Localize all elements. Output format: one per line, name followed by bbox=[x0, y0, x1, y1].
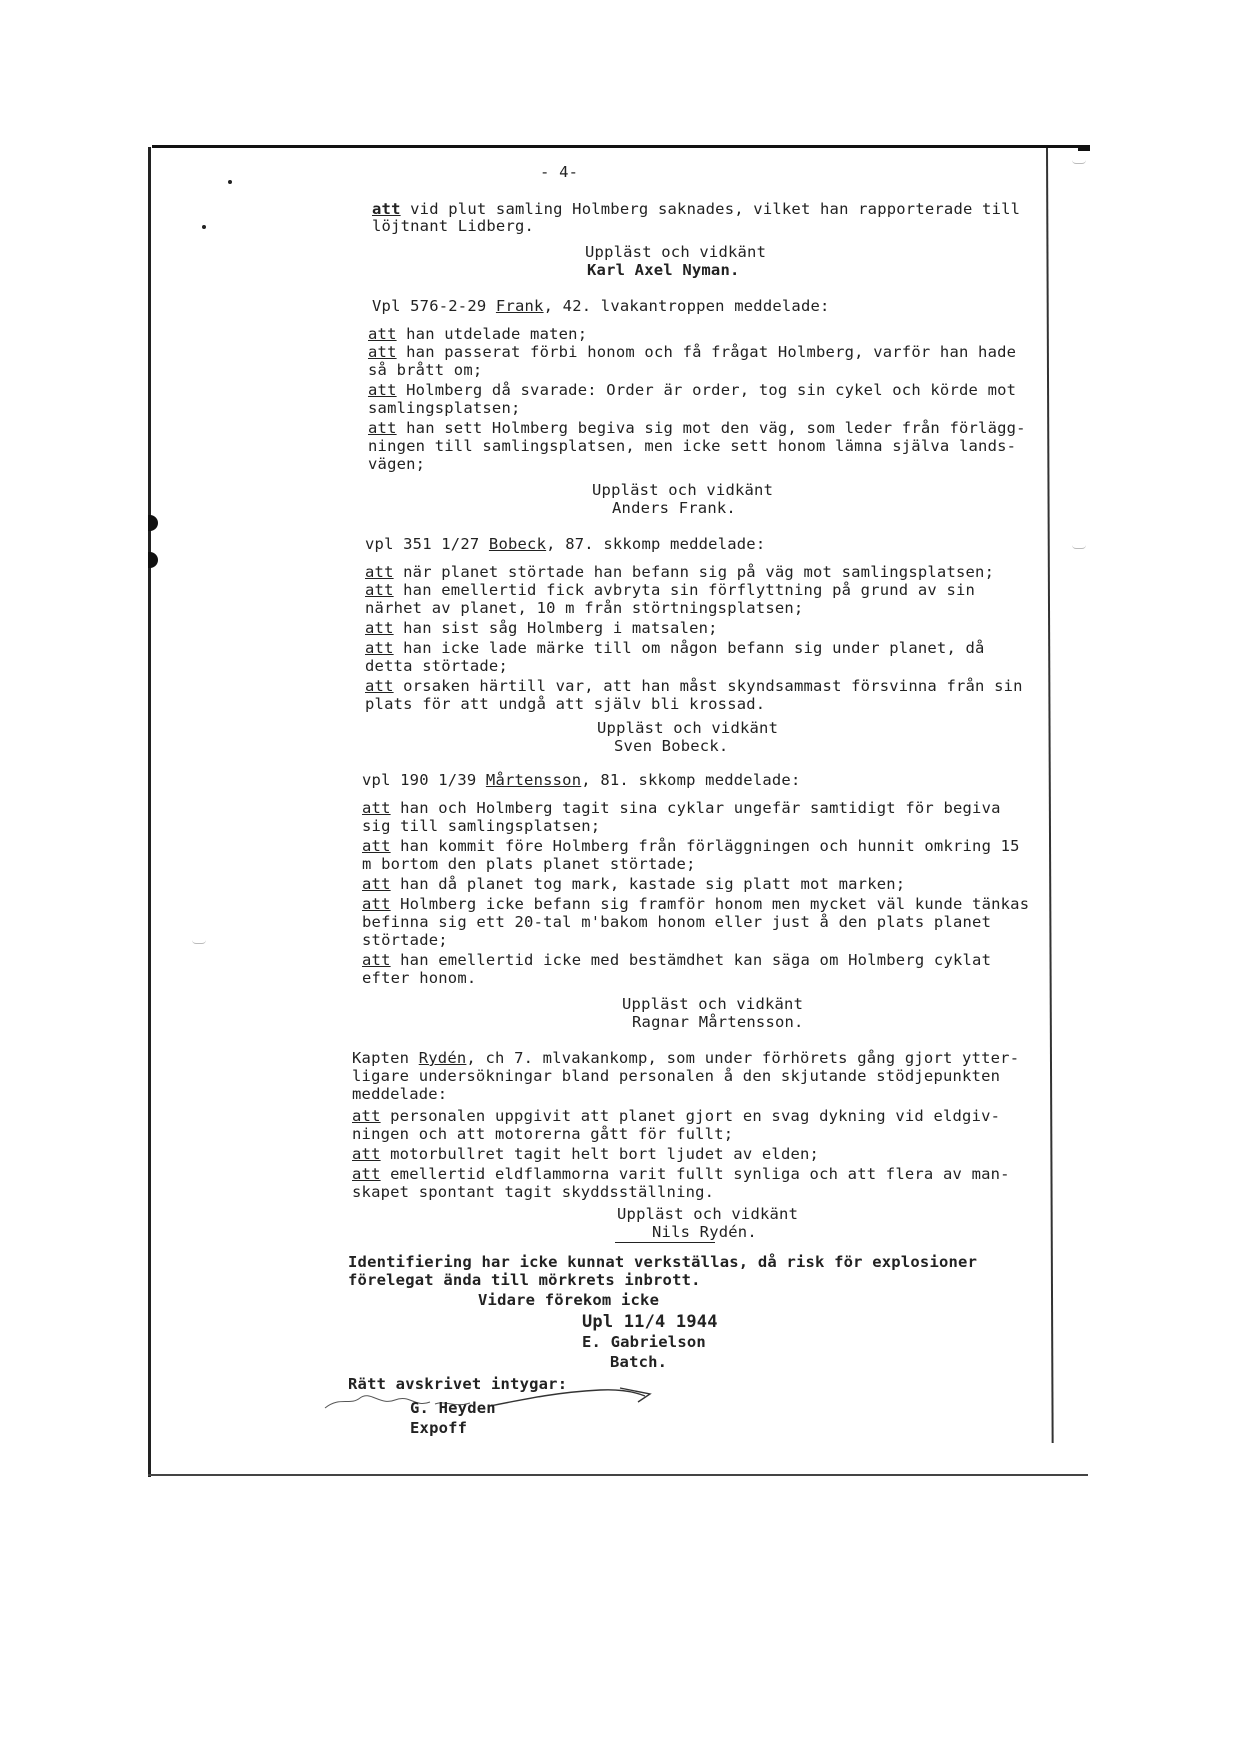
text-line: att han kommit före Holmberg från förläggningen och hunnit omkring 15 bbox=[362, 837, 1020, 855]
witness-name: Nils Rydén. bbox=[652, 1223, 757, 1241]
text-line: förelegat ända till mörkrets inbrott. bbox=[348, 1271, 701, 1289]
text-line: Identifiering har icke kunnat verkställas, då risk för explosioner bbox=[348, 1253, 978, 1271]
text-line: att Holmberg då svarade: Order är order, tog sin cykel och körde mot bbox=[368, 381, 1017, 399]
read-approved: Uppläst och vidkänt bbox=[585, 243, 767, 261]
text-line: m bortom den plats planet störtade; bbox=[362, 855, 696, 873]
margin-mark bbox=[1072, 160, 1086, 164]
text-line: samlingsplatsen; bbox=[368, 399, 521, 417]
divider-line bbox=[615, 1242, 715, 1243]
read-approved: Uppläst och vidkänt bbox=[622, 995, 804, 1013]
certifier-name: G. Heyden bbox=[410, 1399, 496, 1417]
certifier-title: Expoff bbox=[410, 1419, 468, 1437]
page-border-right bbox=[1046, 148, 1054, 1443]
page-border-bottom bbox=[148, 1474, 1088, 1476]
punch-hole bbox=[148, 515, 158, 531]
text-line: meddelade: bbox=[352, 1085, 448, 1103]
text-line: att han emellertid icke med bestämdhet kan säga om Holmberg cyklat bbox=[362, 951, 992, 969]
text-line: skapet spontant tagit skyddsställning. bbox=[352, 1183, 715, 1201]
handwritten-signature bbox=[320, 1378, 680, 1414]
margin-mark bbox=[192, 940, 206, 944]
punch-hole bbox=[148, 552, 158, 568]
text-line: att personalen uppgivit att planet gjort en svag dykning vid eldgiv- bbox=[352, 1107, 1001, 1125]
text-line: ningen till samlingsplatsen, men icke sett honom lämna själva lands- bbox=[368, 437, 1017, 455]
page-border-top bbox=[152, 145, 1082, 148]
signatory-name: E. Gabrielson bbox=[582, 1333, 706, 1351]
page-border-left bbox=[148, 147, 151, 1477]
text-line: att orsaken härtill var, att han måst skyndsammast försvinna från sin bbox=[365, 677, 1023, 695]
text-line: att när planet störtade han befann sig på väg mot samlingsplatsen; bbox=[365, 563, 995, 581]
text-line: Vidare förekom icke bbox=[478, 1291, 660, 1309]
text-line: att han utdelade maten; bbox=[368, 325, 588, 343]
signatory-title: Batch. bbox=[610, 1353, 668, 1371]
witness-name: Sven Bobeck. bbox=[614, 737, 729, 755]
read-approved: Uppläst och vidkänt bbox=[592, 481, 774, 499]
text-line: att han och Holmberg tagit sina cyklar ungefär samtidigt för begiva bbox=[362, 799, 1001, 817]
text-line: att emellertid eldflammorna varit fullt synliga och att flera av man- bbox=[352, 1165, 1010, 1183]
witness-name: Anders Frank. bbox=[612, 499, 736, 517]
text-line: att han sett Holmberg begiva sig mot den väg, som leder från förlägg- bbox=[368, 419, 1026, 437]
witness-name: Ragnar Mårtensson. bbox=[632, 1013, 804, 1031]
margin-mark bbox=[1072, 545, 1086, 549]
text-line: detta störtade; bbox=[365, 657, 508, 675]
certification-text: Rätt avskrivet intygar: bbox=[348, 1375, 568, 1393]
text-line: att han passerat förbi honom och få frågat Holmberg, varför han hade bbox=[368, 343, 1017, 361]
text-line: att vid plut samling Holmberg saknades, vilket han rapporterade till bbox=[372, 200, 1021, 218]
date-line: Upl 11/4 1944 bbox=[582, 1312, 718, 1332]
text-line: störtade; bbox=[362, 931, 448, 949]
text-line: att han icke lade märke till om någon befann sig under planet, då bbox=[365, 639, 985, 657]
read-approved: Uppläst och vidkänt bbox=[597, 719, 779, 737]
text-line: efter honom. bbox=[362, 969, 477, 987]
scan-speck bbox=[228, 180, 232, 184]
text-line: befinna sig ett 20-tal m'bakom honom eller just å den plats planet bbox=[362, 913, 992, 931]
statement-heading: vpl 351 1/27 Bobeck, 87. skkomp meddelade: bbox=[365, 535, 766, 553]
text-line: att han då planet tog mark, kastade sig platt mot marken; bbox=[362, 875, 906, 893]
text-line: ningen och att motorerna gått för fullt; bbox=[352, 1125, 734, 1143]
page-number: - 4- bbox=[540, 163, 579, 181]
text-line: plats för att undgå att själv bli krossad. bbox=[365, 695, 766, 713]
text-line: så brått om; bbox=[368, 361, 483, 379]
statement-heading: vpl 190 1/39 Mårtensson, 81. skkomp meddelade: bbox=[362, 771, 801, 789]
text-line: att motorbullret tagit helt bort ljudet av elden; bbox=[352, 1145, 820, 1163]
statement-heading: Kapten Rydén, ch 7. mlvakankomp, som under förhörets gång gjort ytter- bbox=[352, 1049, 1020, 1067]
witness-name: Karl Axel Nyman. bbox=[587, 261, 740, 279]
text-line: sig till samlingsplatsen; bbox=[362, 817, 601, 835]
read-approved: Uppläst och vidkänt bbox=[617, 1205, 799, 1223]
text-line: närhet av planet, 10 m från störtningsplatsen; bbox=[365, 599, 804, 617]
text-line: att han sist såg Holmberg i matsalen; bbox=[365, 619, 718, 637]
text-line: att han emellertid fick avbryta sin förflyttning på grund av sin bbox=[365, 581, 976, 599]
page-border-corner bbox=[1078, 145, 1090, 151]
text-line: ligare undersökningar bland personalen å den skjutande stödjepunkten bbox=[352, 1067, 1001, 1085]
text-line: att Holmberg icke befann sig framför honom men mycket väl kunde tänkas bbox=[362, 895, 1030, 913]
text-line: löjtnant Lidberg. bbox=[372, 217, 535, 235]
statement-heading: Vpl 576-2-29 Frank, 42. lvakantroppen meddelade: bbox=[372, 297, 830, 315]
text-line: vägen; bbox=[368, 455, 426, 473]
scan-speck bbox=[202, 225, 206, 229]
